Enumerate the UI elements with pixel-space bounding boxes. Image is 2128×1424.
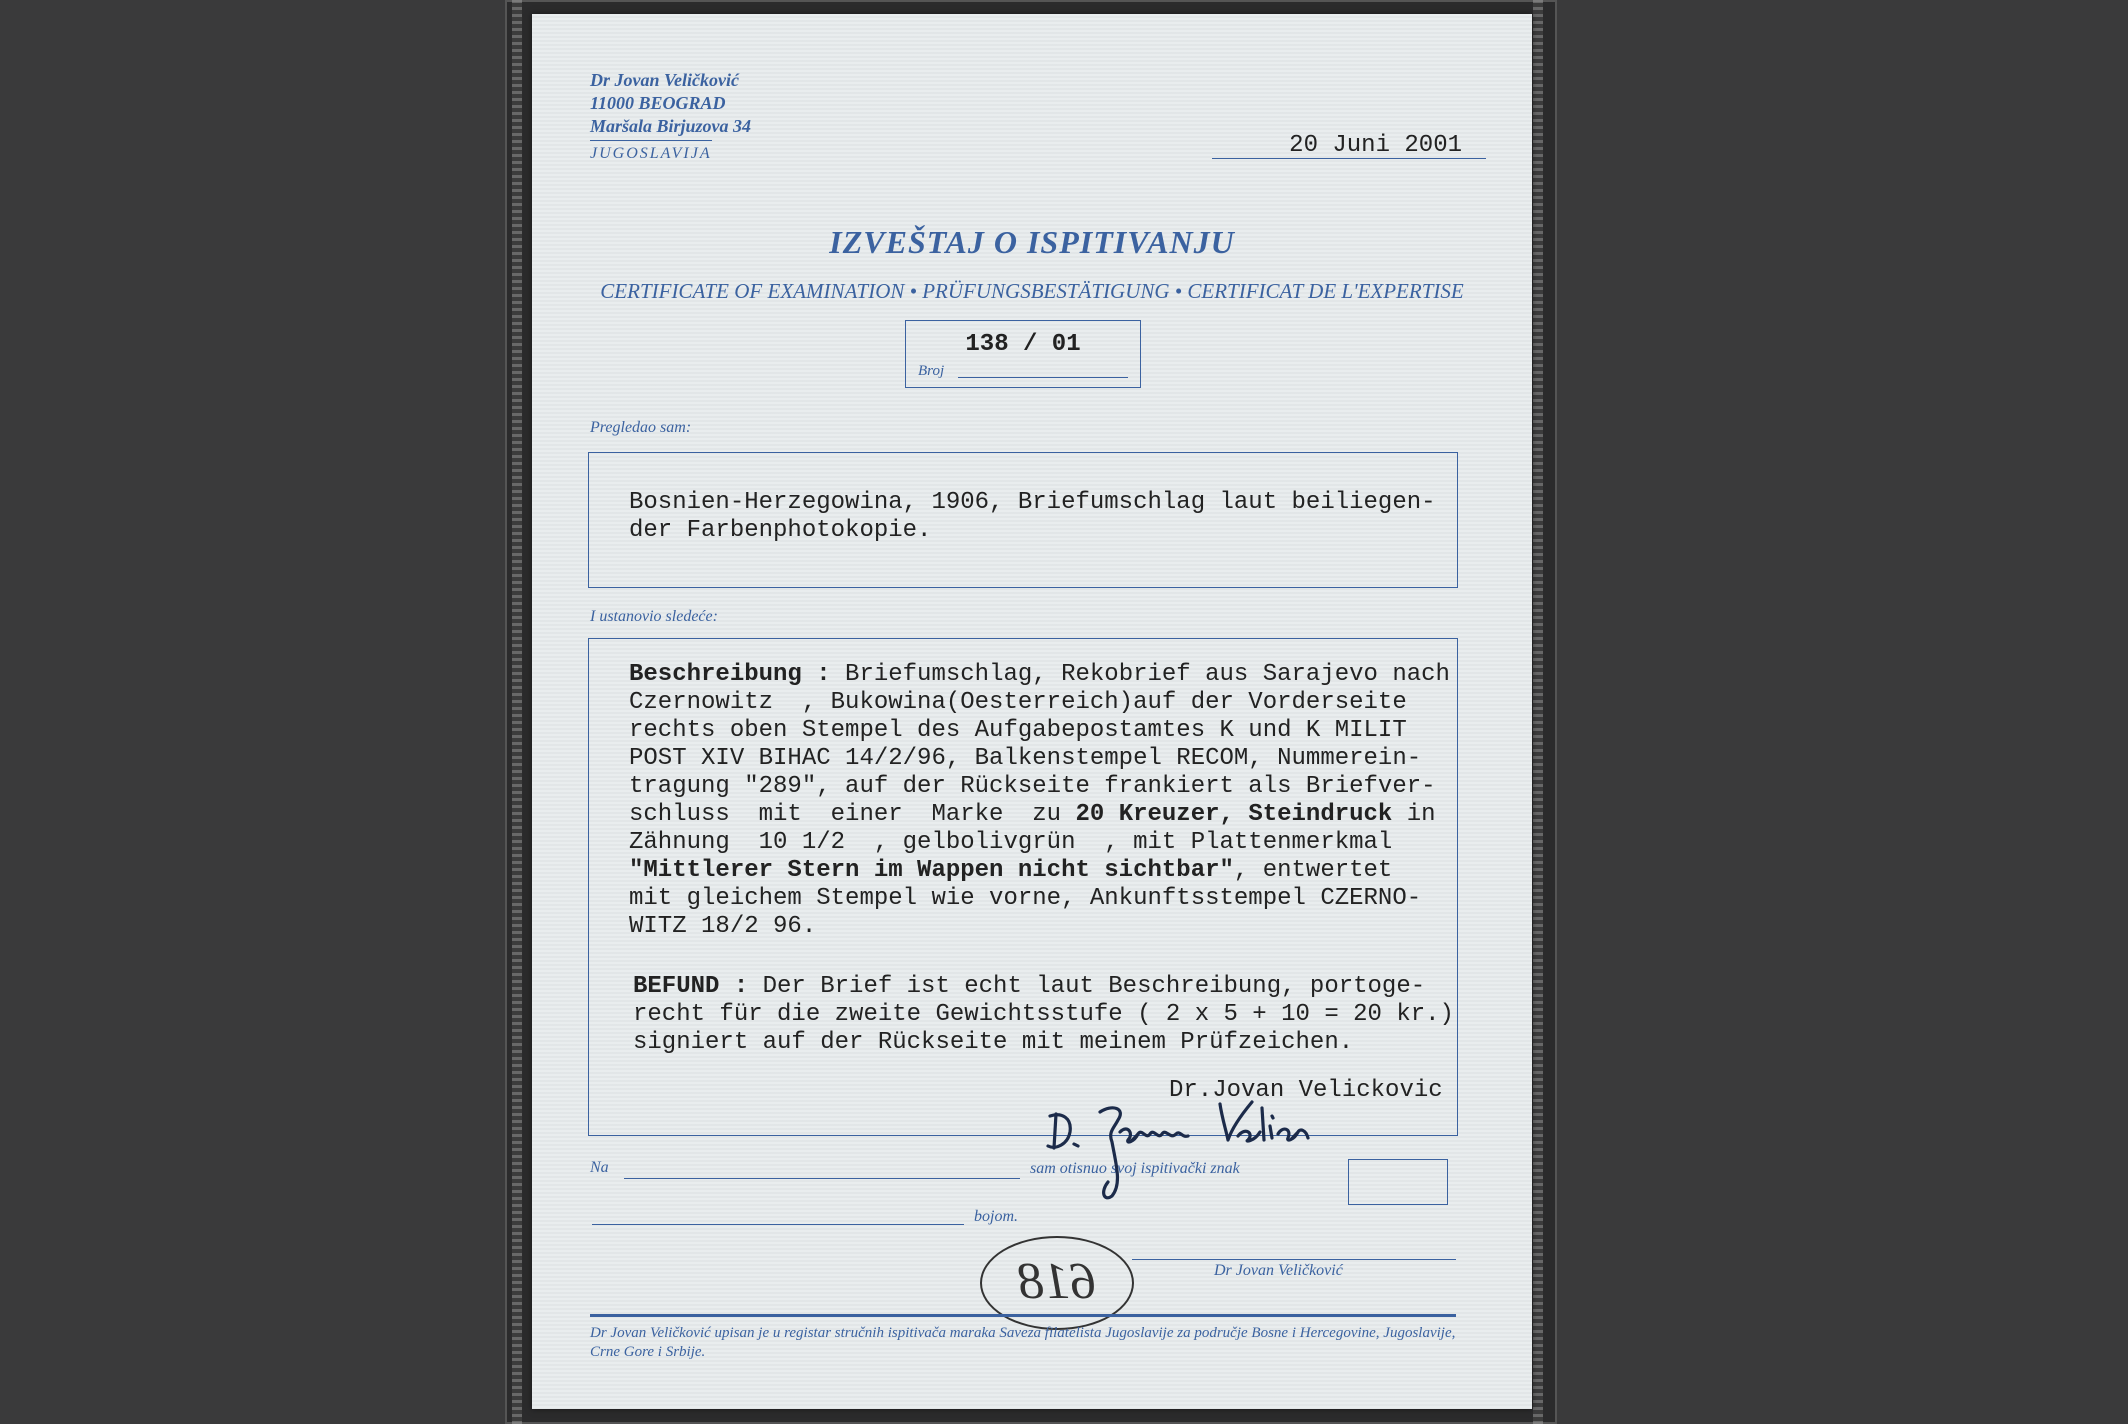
- befund-text: [633, 973, 1454, 1057]
- certificate-subtitle: CERTIFICATE OF EXAMINATION • PRÜFUNGSBESTÄTIGUNG • CERTIFICAT DE L'EXPERTISE: [600, 279, 1464, 303]
- description-line: WITZ 18/2 96.: [629, 913, 817, 940]
- signer-typed-name: Dr.Jovan Velickovic: [1169, 1077, 1443, 1104]
- bojom-line: [592, 1224, 964, 1225]
- description-span: schluss mit einer Marke zu: [629, 801, 1076, 828]
- handwritten-signature: [1042, 1084, 1322, 1204]
- stamp-value-bold: 20 Kreuzer, Steindruck: [1075, 801, 1393, 828]
- sleeve-edge-right: [1533, 0, 1543, 1424]
- issuer-block: [590, 69, 751, 165]
- sleeve-edge-left: [512, 0, 522, 1424]
- certificate-number-box: [905, 320, 1141, 388]
- issuer-street: Maršala Birjuzova 34: [590, 116, 752, 136]
- description-line: tragung "289", auf der Rückseite frankiert als Briefver-: [629, 773, 1436, 800]
- description-line: [629, 857, 1450, 885]
- signature-caption: Dr Jovan Veličković: [1214, 1262, 1343, 1279]
- bojom-label: bojom.: [974, 1208, 1018, 1225]
- description-line: rechts oben Stempel des Aufgabepostamtes K und K MILIT: [629, 717, 1407, 744]
- handwritten-number: 618: [1018, 1253, 1096, 1310]
- footer-rule: [590, 1314, 1456, 1317]
- description-line: [629, 801, 1450, 829]
- findings-label: I ustanovio sledeće:: [590, 608, 718, 625]
- footer-text: Dr Jovan Veličković upisan je u registar stručnih ispitivača maraka Saveza filatelista Jugoslavije za područje Bosne i Hercegovine, Jugoslavije, Crne Gore i Srbije.: [590, 1325, 1456, 1360]
- description-text: [629, 661, 1450, 941]
- befund-line-rest: Der Brief ist echt laut Beschreibung, portoge-: [748, 973, 1426, 1000]
- stamp-box: [1348, 1159, 1448, 1205]
- beschreibung-label: Beschreibung :: [629, 661, 831, 688]
- plate-flaw-bold: "Mittlerer Stern im Wappen nicht sichtbar": [629, 857, 1234, 884]
- findings-box: [588, 638, 1458, 1136]
- description-span: , entwertet: [1233, 857, 1393, 884]
- examined-line: Bosnien-Herzegowina, 1906, Briefumschlag laut beiliegen-: [629, 489, 1436, 516]
- description-line: Zähnung 10 1/2 , gelbolivgrün , mit Plattenmerkmal: [629, 829, 1393, 856]
- certificate-date: 20 Juni 2001: [1212, 134, 1486, 159]
- stamp-text: sam otisnuo svoj ispitivački znak: [1030, 1160, 1240, 1177]
- certificate-number: 138 / 01: [965, 331, 1081, 358]
- na-line: [624, 1178, 1020, 1179]
- description-line: Czernowitz , Bukowina(Oesterreich)auf der Vorderseite: [629, 689, 1407, 716]
- befund-line: signiert auf der Rückseite mit meinem Prüfzeichen.: [633, 1029, 1354, 1056]
- certificate-page: [532, 14, 1532, 1409]
- description-span: in: [1392, 801, 1436, 828]
- issuer-country: JUGOSLAVIJA: [590, 140, 712, 165]
- broj-label: Broj: [918, 363, 945, 379]
- signature-line: [1132, 1259, 1456, 1260]
- examined-text: [629, 489, 1436, 545]
- examined-line: der Farbenphotokopie.: [629, 517, 932, 544]
- description-line: [629, 661, 1450, 689]
- befund-label: BEFUND :: [633, 973, 749, 1000]
- broj-underline: [958, 377, 1128, 378]
- certificate-title: IZVEŠTAJ O ISPITIVANJU: [829, 224, 1235, 260]
- examined-label: Pregledao sam:: [590, 419, 692, 436]
- description-line-rest: Briefumschlag, Rekobrief aus Sarajevo nach: [830, 661, 1450, 688]
- examined-box: [588, 452, 1458, 588]
- description-line: POST XIV BIHAC 14/2/96, Balkenstempel RECOM, Nummerein-: [629, 745, 1422, 772]
- description-line: mit gleichem Stempel wie vorne, Ankunftsstempel CZERNO-: [629, 885, 1422, 912]
- issuer-name: Dr Jovan Veličković: [590, 70, 739, 90]
- issuer-city: 11000 BEOGRAD: [590, 93, 726, 113]
- befund-line: [633, 973, 1454, 1001]
- befund-line: recht für die zweite Gewichtsstufe ( 2 x 5 + 10 = 20 kr.): [633, 1001, 1454, 1028]
- na-label: Na: [590, 1159, 609, 1176]
